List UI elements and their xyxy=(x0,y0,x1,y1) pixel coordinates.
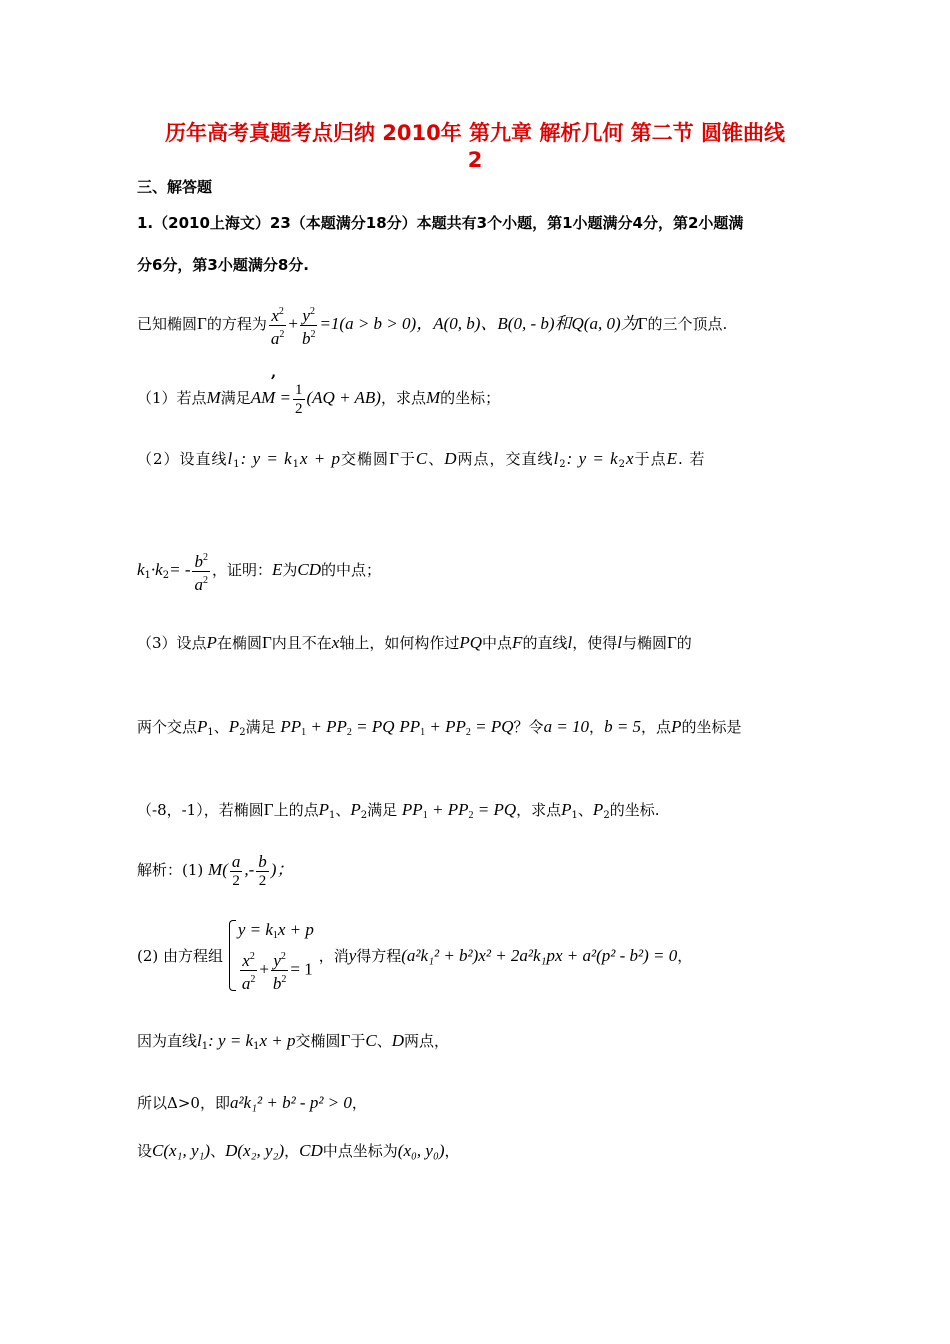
problem-header-2: 分6分，第3小题满分8分. xyxy=(137,256,310,274)
solution-part-1: 解析：(1) M( $\frac{a}{2}$ ,- $\frac{b}{2}$ )； xyxy=(137,851,294,889)
solution-part-2: (2) 由方程组 $y = k_1x + p$ $\frac{x^2}{a^2}$ + $\frac{y^2}{b^2}$ = 1 ，消y得方程(a²k₁² + b²)x² + 2a²k₁px + a²(p² - b²) = 0， xyxy=(137,920,693,993)
question-2-line-2: $k_1\cdot k_2=$ - $\frac{b^2}{a^2}$ ，证明：E为CD的中点； xyxy=(137,548,817,598)
question-3-line-2: 两个交点$P_1$、$P_2$满足 $PP_1 + PP_2$ = PQ $PP_1 + PP_2$ = PQ？令a = 10，b = 5，点P的坐标是 xyxy=(137,717,742,738)
section-heading: 三、解答题 xyxy=(137,178,213,196)
stray-mark: , xyxy=(271,363,277,381)
solution-line-5: 设C(x₁, y₁)、D(x₂, y₂)，CD中点坐标为(x₀, y₀)， xyxy=(137,1141,460,1160)
question-2-line-1: （2）设直线$l_1$: $y = k_1x + p$交椭圆Γ于C、D两点，交直线$l_2$: $y = k_2x$于点E. 若 xyxy=(137,449,706,470)
fraction-x2-a2: $\frac{x^2}{a^2}$ xyxy=(269,303,287,348)
title-line-2: 2 xyxy=(467,148,483,172)
fraction-b2-a2: $\frac{b^2}{a^2}$ xyxy=(192,549,210,594)
fraction-one-half: $\frac{1}{2}$ xyxy=(295,381,303,417)
solution-line-4: 所以Δ>0，即a²k₁² + b² - p² > 0， xyxy=(137,1093,367,1112)
solution-line-3: 因为直线$l_1$: $y = k_1x + p$交椭圆Γ于C、D两点， xyxy=(137,1031,450,1052)
given-statement: 已知椭圆Γ的方程为 $\frac{x^2}{a^2}$ + $\frac{y^2}{b^2}$ =1(a > b > 0)，A(0, b)、B(0, - b)和Q(a, 0)为Γ的三个顶点. xyxy=(137,302,817,348)
fraction-y2-b2: $\frac{y^2}{b^2}$ xyxy=(300,303,318,348)
question-3-line-3: （-8，-1），若椭圆Γ上的点$P_1$、$P_2$满足 $PP_1 + PP_2$ = PQ，求点$P_1$、$P_2$的坐标. xyxy=(137,800,660,821)
problem-header-1: 1.（2010上海文）23（本题满分18分）本题共有3个小题，第1小题满分4分，第2小题满 xyxy=(137,214,744,232)
title-line-1: 历年高考真题考点归纳 2010年 第九章 解析几何 第二节 圆锥曲线 xyxy=(164,121,785,145)
question-3-line-1: （3）设点P在椭圆Γ内且不在x轴上，如何构作过PQ中点F的直线l，使得l与椭圆Γ的 xyxy=(137,633,692,652)
question-1: （1）若点M满足AM = $\frac{1}{2}$ (AQ + AB)，求点M的坐标； xyxy=(137,381,501,417)
equation-system: $y = k_1x + p$ $\frac{x^2}{a^2}$ + $\frac{y^2}{b^2}$ = 1 xyxy=(228,918,314,993)
document-title xyxy=(130,120,820,174)
